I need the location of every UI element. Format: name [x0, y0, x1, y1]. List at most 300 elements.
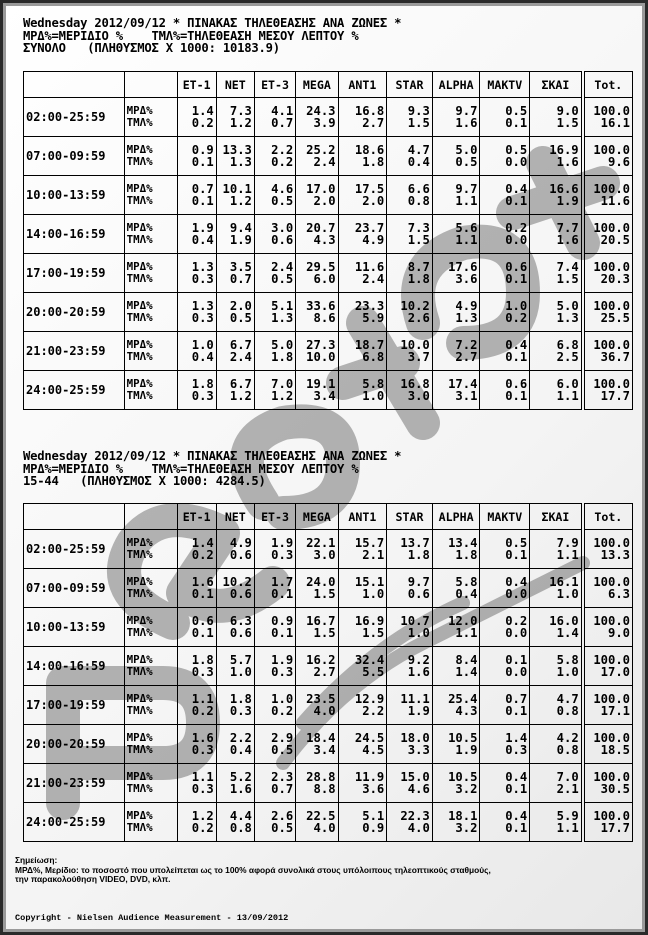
value-cell	[177, 137, 216, 176]
share-value: 16.6	[549, 181, 579, 196]
metric-label-cell	[124, 176, 177, 215]
metric-label: ΜΡΔ%	[126, 692, 153, 705]
value-cell	[480, 293, 530, 332]
value-cell	[254, 569, 295, 608]
value-cell	[387, 371, 433, 410]
table-row	[24, 803, 633, 842]
share-value: 0.6	[191, 613, 214, 628]
time-zone-cell: 20:00-20:59	[24, 293, 125, 332]
share-value: 16.1	[549, 574, 579, 589]
share-value: 4.7	[407, 142, 430, 157]
rating-value: 0.3	[505, 743, 528, 757]
value-cell	[480, 686, 530, 725]
rating-value: 1.0	[556, 665, 579, 679]
rating-value: 0.8	[556, 743, 579, 757]
table-row	[24, 569, 633, 608]
share-value: 0.6	[505, 259, 528, 274]
rating-value: 4.5	[362, 743, 385, 757]
share-value: 1.4	[191, 535, 214, 550]
section-2-header	[23, 450, 401, 488]
rating-value: 16.1	[600, 116, 630, 130]
share-value: 16.8	[400, 376, 430, 391]
rating-value: 2.4	[313, 155, 336, 169]
rating-value: 1.3	[271, 311, 294, 325]
time-zone-cell: 21:00-23:59	[24, 764, 125, 803]
time-zone-cell: 21:00-23:59	[24, 332, 125, 371]
metric-label: ΜΡΔ%	[126, 653, 153, 666]
rating-value: 3.9	[313, 116, 336, 130]
rating-value: 0.1	[191, 155, 214, 169]
value-cell	[480, 98, 530, 137]
share-value: 0.4	[505, 181, 528, 196]
share-value: 22.5	[306, 808, 336, 823]
share-value: 3.5	[229, 259, 252, 274]
value-cell	[177, 764, 216, 803]
share-value: 0.9	[271, 613, 294, 628]
value-cell	[387, 176, 433, 215]
share-value: 2.2	[229, 730, 252, 745]
share-value: 9.2	[407, 652, 430, 667]
rating-value: 1.0	[362, 389, 385, 403]
value-cell	[432, 608, 480, 647]
rating-value: 2.6	[407, 311, 430, 325]
share-value: 100.0	[593, 730, 630, 745]
column-header: MAKTV	[480, 72, 530, 98]
value-cell	[296, 725, 338, 764]
time-zone-cell: 14:00-16:59	[24, 647, 125, 686]
rating-value: 3.6	[455, 272, 478, 286]
value-cell	[254, 725, 295, 764]
value-cell	[432, 215, 480, 254]
share-value: 24.5	[354, 730, 385, 745]
rating-value: 3.3	[407, 743, 430, 757]
value-cell	[177, 725, 216, 764]
value-cell	[387, 254, 433, 293]
value-cell	[432, 176, 480, 215]
rating-value: 4.0	[313, 821, 336, 835]
share-value: 2.2	[271, 142, 294, 157]
rating-value: 2.5	[556, 350, 579, 364]
value-cell	[177, 215, 216, 254]
share-value: 22.1	[306, 535, 336, 550]
value-cell	[177, 608, 216, 647]
table-row	[24, 647, 633, 686]
value-cell	[583, 803, 633, 842]
value-cell	[387, 647, 433, 686]
share-value: 17.5	[354, 181, 385, 196]
table-row	[24, 686, 633, 725]
rating-value: 0.4	[191, 233, 214, 247]
value-cell	[177, 98, 216, 137]
metric-label: ΜΡΔ%	[126, 338, 153, 351]
share-value: 9.7	[407, 574, 430, 589]
metric-label: ΜΡΔ%	[126, 182, 153, 195]
share-value: 15.0	[400, 769, 430, 784]
value-cell	[432, 530, 480, 569]
share-value: 12.0	[448, 613, 478, 628]
rating-value: 1.2	[229, 194, 252, 208]
rating-value: 0.7	[271, 116, 294, 130]
rating-value: 1.9	[229, 233, 252, 247]
share-value: 1.8	[229, 691, 252, 706]
share-value: 2.0	[229, 298, 252, 313]
value-cell	[387, 725, 433, 764]
share-value: 0.9	[191, 142, 214, 157]
column-header: NET	[216, 72, 254, 98]
rating-value: 0.2	[191, 821, 214, 835]
time-zone-cell: 07:00-09:59	[24, 137, 125, 176]
share-value: 4.2	[556, 730, 579, 745]
share-value: 6.7	[229, 337, 252, 352]
rating-value: 0.1	[191, 626, 214, 640]
rating-value: 0.0	[505, 233, 528, 247]
value-cell	[583, 137, 633, 176]
header-line: Wednesday 2012/09/12 * ΠΙΝΑΚΑΣ ΤΗΛΕΘΕΑΣΗΣ ΑΝΑ ΖΩΝΕΣ *	[23, 449, 402, 463]
rating-value: 1.4	[556, 626, 579, 640]
rating-value: 0.3	[271, 548, 294, 562]
rating-value: 0.3	[191, 311, 214, 325]
time-zone-cell: 17:00-19:59	[24, 686, 125, 725]
value-cell	[296, 647, 338, 686]
metric-label: ΜΡΔ%	[126, 770, 153, 783]
metric-label-cell	[124, 686, 177, 725]
rating-value: 0.1	[505, 194, 528, 208]
share-value: 7.7	[556, 220, 579, 235]
footnote-line: ΜΡΔ%, Μερίδιο: το ποσοστό που υπολείπεται ως το 100% αφορά συνολικά στους υπόλοιπους τηλεοπτικούς σταθμούς,	[15, 864, 491, 875]
share-value: 6.3	[229, 613, 252, 628]
value-cell	[432, 98, 480, 137]
value-cell	[583, 530, 633, 569]
value-cell	[216, 332, 254, 371]
ratings-table-15-44	[23, 503, 633, 842]
time-zone-cell: 20:00-20:59	[24, 725, 125, 764]
rating-value: 0.5	[271, 821, 294, 835]
rating-value: 3.0	[313, 548, 336, 562]
value-cell	[296, 176, 338, 215]
rating-value: 1.1	[455, 233, 478, 247]
share-value: 100.0	[593, 535, 630, 550]
rating-value: 0.1	[505, 350, 528, 364]
share-value: 16.8	[354, 103, 385, 118]
rating-value: 10.0	[306, 350, 336, 364]
rating-value: 4.9	[362, 233, 385, 247]
metric-label: ΤΜΛ%	[126, 155, 153, 168]
share-value: 29.5	[306, 259, 336, 274]
value-cell	[177, 371, 216, 410]
rating-value: 4.6	[407, 782, 430, 796]
share-value: 100.0	[593, 691, 630, 706]
metric-label-cell	[124, 332, 177, 371]
metric-label: ΤΜΛ%	[126, 350, 153, 363]
rating-value: 36.7	[600, 350, 630, 364]
metric-label: ΜΡΔ%	[126, 614, 153, 627]
rating-value: 1.8	[407, 272, 430, 286]
share-value: 1.4	[191, 103, 214, 118]
metric-label: ΤΜΛ%	[126, 743, 153, 756]
rating-value: 20.5	[600, 233, 630, 247]
rating-value: 0.3	[191, 389, 214, 403]
metric-label-cell	[124, 98, 177, 137]
value-cell	[177, 176, 216, 215]
header-metric	[124, 504, 177, 530]
share-value: 16.9	[354, 613, 385, 628]
value-cell	[296, 293, 338, 332]
value-cell	[387, 803, 433, 842]
rating-value: 0.6	[229, 587, 252, 601]
rating-value: 0.3	[191, 665, 214, 679]
rating-value: 2.7	[455, 350, 478, 364]
value-cell	[254, 137, 295, 176]
rating-value: 3.6	[362, 782, 385, 796]
share-value: 16.7	[306, 613, 336, 628]
rating-value: 0.1	[271, 626, 294, 640]
share-value: 7.0	[271, 376, 294, 391]
rating-value: 0.5	[455, 155, 478, 169]
rating-value: 0.2	[191, 548, 214, 562]
rating-value: 1.0	[407, 626, 430, 640]
value-cell	[216, 98, 254, 137]
metric-label: ΤΜΛ%	[126, 587, 153, 600]
share-value: 0.2	[505, 220, 528, 235]
header-line: ΜΡΔ%=ΜΕΡΙΔΙΟ % ΤΜΛ%=ΤΗΛΕΘΕΑΣΗ ΜΕΣΟΥ ΛΕΠΤΟΥ %	[23, 28, 359, 43]
rating-value: 0.1	[505, 821, 528, 835]
rating-value: 8.6	[313, 311, 336, 325]
value-cell	[216, 803, 254, 842]
value-cell	[216, 254, 254, 293]
share-value: 10.5	[448, 730, 478, 745]
value-cell	[177, 803, 216, 842]
share-value: 9.0	[556, 103, 579, 118]
value-cell	[177, 530, 216, 569]
metric-label-cell	[124, 764, 177, 803]
share-value: 2.3	[271, 769, 294, 784]
rating-value: 2.0	[313, 194, 336, 208]
value-cell	[254, 293, 295, 332]
metric-label-cell	[124, 215, 177, 254]
rating-value: 3.2	[455, 782, 478, 796]
rating-value: 18.5	[600, 743, 630, 757]
value-cell	[480, 332, 530, 371]
share-value: 13.4	[448, 535, 478, 550]
value-cell	[338, 764, 387, 803]
share-value: 9.3	[407, 103, 430, 118]
value-cell	[530, 215, 583, 254]
value-cell	[216, 137, 254, 176]
header-metric	[124, 72, 177, 98]
share-value: 17.6	[448, 259, 478, 274]
column-header: ET-3	[254, 72, 295, 98]
metric-label: ΤΜΛ%	[126, 704, 153, 717]
table-row	[24, 332, 633, 371]
column-header: MEGA	[296, 72, 338, 98]
value-cell	[338, 608, 387, 647]
table-header-row	[24, 72, 633, 98]
value-cell	[216, 371, 254, 410]
rating-value: 0.8	[407, 194, 430, 208]
time-zone-cell: 07:00-09:59	[24, 569, 125, 608]
value-cell	[177, 569, 216, 608]
value-cell	[530, 647, 583, 686]
value-cell	[432, 371, 480, 410]
rating-value: 0.6	[407, 587, 430, 601]
share-value: 5.2	[229, 769, 252, 784]
value-cell	[530, 254, 583, 293]
column-header: NET	[216, 504, 254, 530]
share-value: 1.0	[271, 691, 294, 706]
rating-value: 1.2	[229, 389, 252, 403]
share-value: 20.7	[306, 220, 336, 235]
rating-value: 1.5	[556, 116, 579, 130]
rating-value: 4.3	[313, 233, 336, 247]
share-value: 11.9	[354, 769, 385, 784]
share-value: 9.4	[229, 220, 252, 235]
rating-value: 2.0	[362, 194, 385, 208]
share-value: 4.9	[229, 535, 252, 550]
value-cell	[338, 371, 387, 410]
value-cell	[583, 608, 633, 647]
share-value: 33.6	[306, 298, 336, 313]
time-zone-cell: 10:00-13:59	[24, 176, 125, 215]
share-value: 6.7	[229, 376, 252, 391]
rating-value: 0.1	[505, 704, 528, 718]
rating-value: 6.8	[362, 350, 385, 364]
section-1-header	[23, 17, 401, 55]
footnote	[15, 856, 640, 885]
value-cell	[296, 137, 338, 176]
value-cell	[583, 332, 633, 371]
rating-value: 0.0	[505, 665, 528, 679]
share-value: 100.0	[593, 103, 630, 118]
value-cell	[254, 647, 295, 686]
share-value: 7.9	[556, 535, 579, 550]
metric-label-cell	[124, 647, 177, 686]
share-value: 12.9	[354, 691, 385, 706]
share-value: 25.2	[306, 142, 336, 157]
value-cell	[296, 608, 338, 647]
rating-value: 0.2	[271, 155, 294, 169]
rating-value: 1.5	[313, 626, 336, 640]
share-value: 0.5	[505, 103, 528, 118]
rating-value: 2.1	[362, 548, 385, 562]
rating-value: 0.3	[229, 704, 252, 718]
share-value: 18.4	[306, 730, 336, 745]
time-zone-cell: 24:00-25:59	[24, 371, 125, 410]
share-value: 8.7	[407, 259, 430, 274]
rating-value: 1.5	[362, 626, 385, 640]
value-cell	[583, 98, 633, 137]
time-zone-cell: 24:00-25:59	[24, 803, 125, 842]
metric-label-cell	[124, 803, 177, 842]
share-value: 23.3	[354, 298, 385, 313]
value-cell	[583, 647, 633, 686]
share-value: 10.5	[448, 769, 478, 784]
value-cell	[254, 803, 295, 842]
metric-label-cell	[124, 608, 177, 647]
rating-value: 0.1	[271, 587, 294, 601]
column-header: STAR	[387, 504, 433, 530]
value-cell	[583, 371, 633, 410]
value-cell	[254, 686, 295, 725]
value-cell	[216, 176, 254, 215]
value-cell	[387, 215, 433, 254]
metric-label-cell	[124, 725, 177, 764]
metric-label: ΤΜΛ%	[126, 782, 153, 795]
value-cell	[254, 608, 295, 647]
value-cell	[338, 293, 387, 332]
share-value: 23.7	[354, 220, 385, 235]
value-cell	[216, 725, 254, 764]
value-cell	[216, 293, 254, 332]
share-value: 7.0	[556, 769, 579, 784]
metric-label-cell	[124, 137, 177, 176]
column-header: ET-1	[177, 72, 216, 98]
share-value: 100.0	[593, 259, 630, 274]
rating-value: 1.8	[407, 548, 430, 562]
value-cell	[432, 725, 480, 764]
header-line: 15-44 (ΠΛΗΘΥΣΜΟΣ Χ 1000: 4284.5)	[23, 474, 266, 488]
table-body	[24, 530, 633, 842]
value-cell	[177, 647, 216, 686]
share-value: 16.0	[549, 613, 579, 628]
rating-value: 1.2	[271, 389, 294, 403]
share-value: 1.9	[271, 652, 294, 667]
share-value: 1.2	[191, 808, 214, 823]
share-value: 100.0	[593, 613, 630, 628]
rating-value: 0.0	[505, 626, 528, 640]
share-value: 2.4	[271, 259, 294, 274]
rating-value: 5.5	[362, 665, 385, 679]
value-cell	[387, 686, 433, 725]
rating-value: 0.5	[229, 311, 252, 325]
share-value: 6.0	[556, 376, 579, 391]
share-value: 5.8	[455, 574, 478, 589]
share-value: 1.6	[191, 730, 214, 745]
rating-value: 1.9	[407, 704, 430, 718]
value-cell	[583, 254, 633, 293]
value-cell	[177, 293, 216, 332]
rating-value: 1.1	[455, 626, 478, 640]
rating-value: 4.0	[407, 821, 430, 835]
rating-value: 0.6	[271, 233, 294, 247]
rating-value: 0.5	[271, 194, 294, 208]
value-cell	[338, 803, 387, 842]
value-cell	[530, 764, 583, 803]
rating-value: 0.1	[191, 194, 214, 208]
share-value: 7.3	[229, 103, 252, 118]
value-cell	[296, 530, 338, 569]
rating-value: 1.8	[271, 350, 294, 364]
share-value: 25.4	[448, 691, 478, 706]
value-cell	[216, 647, 254, 686]
share-value: 5.8	[362, 376, 385, 391]
value-cell	[530, 608, 583, 647]
share-value: 3.0	[271, 220, 294, 235]
share-value: 4.6	[271, 181, 294, 196]
value-cell	[387, 137, 433, 176]
rating-value: 3.4	[313, 743, 336, 757]
column-header: MAKTV	[480, 504, 530, 530]
value-cell	[338, 530, 387, 569]
rating-value: 0.3	[191, 272, 214, 286]
value-cell	[480, 215, 530, 254]
time-zone-cell: 17:00-19:59	[24, 254, 125, 293]
value-cell	[338, 647, 387, 686]
value-cell	[254, 764, 295, 803]
value-cell	[177, 686, 216, 725]
metric-label: ΤΜΛ%	[126, 116, 153, 129]
table-row	[24, 137, 633, 176]
share-value: 0.4	[505, 574, 528, 589]
